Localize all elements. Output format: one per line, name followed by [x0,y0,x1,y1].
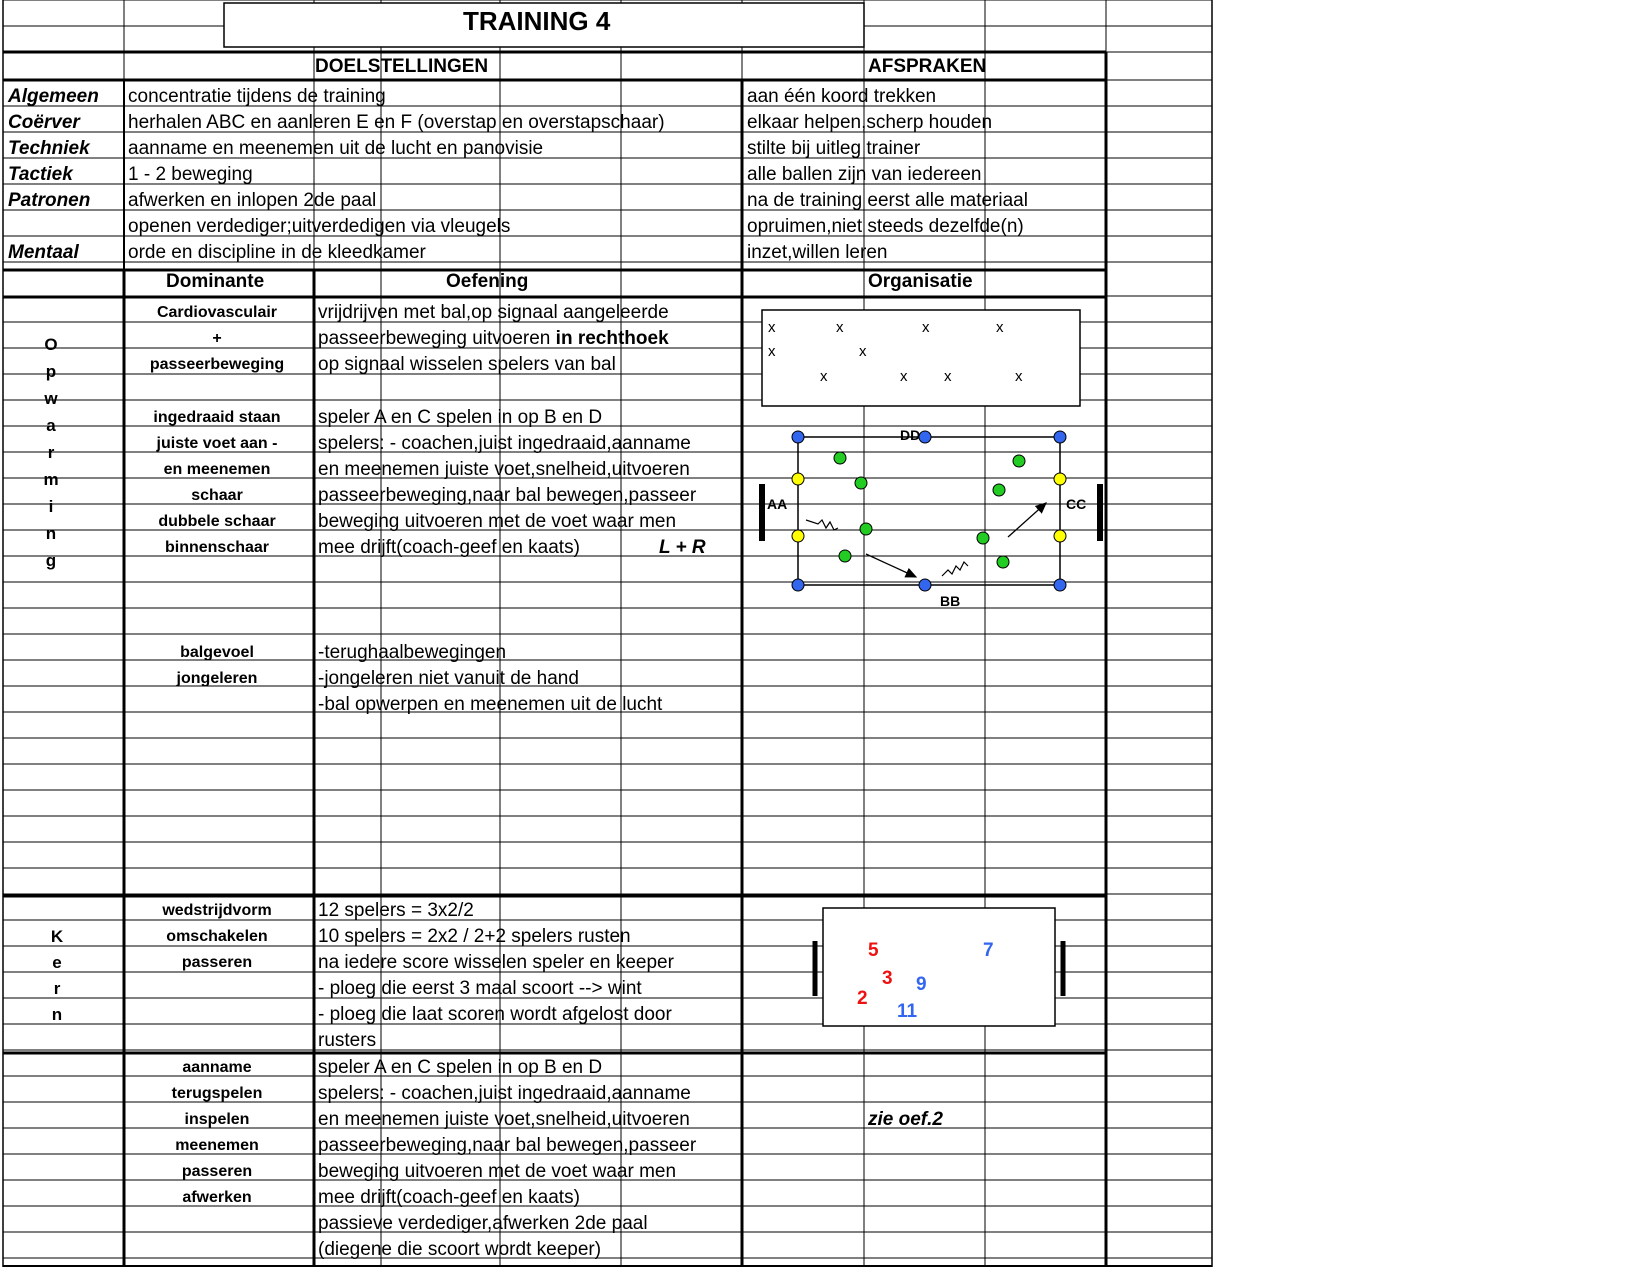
dominante-item: binnenschaar [164,539,270,556]
vertical-letter: m [43,470,59,489]
oefening-bold-text: in rechthoek [555,328,669,349]
objective-text: aanname en meenemen uit de lucht en panovisie [128,138,544,159]
oefening-line: beweging uitvoeren met de voet waar men [318,511,677,532]
header-oefening: Oefening [446,271,529,292]
dominante-item: afwerken [182,1189,252,1206]
oefening-line: - ploeg die eerst 3 maal scoort --> wint [318,978,642,999]
afspraak-text: aan één koord trekken [747,86,937,107]
dominante-item: Cardiovasculair [156,304,278,321]
player-mark: x [944,368,952,385]
left-right-note: L + R [659,537,706,558]
oefening-line: (diegene die scoort wordt keeper) [318,1239,602,1260]
afspraak-text: na de training eerst alle materiaal [747,190,1028,211]
dominante-item: schaar [191,487,243,504]
vertical-letter: a [46,416,56,435]
dominante-item: balgevoel [180,644,254,661]
vertical-letter: n [51,1005,63,1024]
oefening-line: passeerbeweging,naar bal bewegen,passeer [318,1135,697,1156]
vertical-letter: n [45,524,57,543]
oefening-line: 12 spelers = 3x2/2 [318,900,474,921]
oefening-line: -jongeleren niet vanuit de hand [318,668,579,689]
red-player-number: 2 [857,988,868,1009]
player-mark: x [996,319,1004,336]
label-dd: DD [900,427,921,443]
afspraak-text: stilte bij uitleg trainer [747,138,921,159]
page-title: TRAINING 4 [463,6,611,36]
objective-label: Mentaal [8,242,79,263]
oefening-line: mee drijft(coach-geef en kaats) [318,1187,580,1208]
blue-player-number: 9 [916,974,927,995]
blue-player-number: 7 [983,940,994,961]
oefening-line: vrijdrijven met bal,op signaal aangeleerde [318,302,669,323]
header-doelstellingen: DOELSTELLINGEN [315,56,489,77]
dominante-item: meenemen [175,1137,259,1154]
afspraak-text: inzet,willen leren [747,242,888,263]
dominante-item: passeren [181,1163,253,1180]
vertical-letter: r [53,979,61,998]
player-mark: x [768,343,776,360]
dominante-item: wedstrijdvorm [162,902,272,919]
oefening-line: spelers: - coachen,juist ingedraaid,aanname [318,433,691,454]
player-mark: x [836,319,844,336]
label-cc: CC [1066,496,1087,512]
dominante-item: jongeleren [176,670,258,687]
label-bb: BB [940,593,961,609]
objective-text: afwerken en inlopen 2de paal [128,190,377,211]
oefening-line: 10 spelers = 2x2 / 2+2 spelers rusten [318,926,631,947]
objective-text: 1 - 2 beweging [128,164,253,185]
oefening-line: na iedere score wisselen speler en keeper [318,952,674,973]
afspraak-text: opruimen,niet steeds dezelfde(n) [747,216,1024,237]
oefening-line: rusters [318,1030,377,1051]
player-mark: x [900,368,908,385]
oefening-line: - ploeg die laat scoren wordt afgelost door [318,1004,672,1025]
vertical-letter: g [45,551,57,570]
vertical-letter: w [44,389,58,408]
afspraak-text: elkaar helpen,scherp houden [747,112,993,133]
oefening-line: speler A en C spelen in op B en D [318,407,603,428]
vertical-letter: r [47,443,55,462]
blue-player-number: 11 [897,1001,918,1022]
dominante-item: omschakelen [166,928,268,945]
objective-label: Patronen [8,190,91,211]
dominante-item: inspelen [184,1111,250,1128]
oefening-line: -terughaalbewegingen [318,642,507,663]
oefening-line: passieve verdediger,afwerken 2de paal [318,1213,648,1234]
objective-text: openen verdediger;uitverdedigen via vleugels [128,216,511,237]
vertical-letter: i [48,497,54,516]
objective-text: orde en discipline in de kleedkamer [128,242,426,263]
player-mark: x [859,343,867,360]
objective-label: Coërver [8,112,80,133]
label-aa: AA [767,496,788,512]
see-exercise-note: zie oef.2 [868,1109,943,1130]
red-player-number: 3 [882,968,893,989]
afspraak-text: alle ballen zijn van iedereen [747,164,982,185]
dominante-item: + [212,330,222,347]
vertical-letter: O [44,335,58,354]
header-organisatie: Organisatie [868,271,973,292]
objective-text: concentratie tijdens de training [128,86,386,107]
vertical-letter: K [50,927,64,946]
oefening-line: spelers: - coachen,juist ingedraaid,aanname [318,1083,691,1104]
dominante-item: terugspelen [171,1085,263,1102]
dominante-item: passeerbeweging [149,356,285,373]
player-mark: x [922,319,930,336]
objective-text: herhalen ABC en aanleren E en F (overstap en overstapschaar) [128,112,665,133]
oefening-line: speler A en C spelen in op B en D [318,1057,603,1078]
oefening-line: mee drijft(coach-geef en kaats) [318,537,580,558]
dominante-item: dubbele schaar [158,513,276,530]
oefening-line: en meenemen juiste voet,snelheid,uitvoeren [318,1109,690,1130]
dominante-item: passeren [181,954,253,971]
oefening-line: passeerbeweging,naar bal bewegen,passeer [318,485,697,506]
dominante-item: aanname [182,1059,252,1076]
objective-label: Techniek [8,138,90,159]
dominante-item: juiste voet aan - [156,435,278,452]
objective-label: Tactiek [8,164,73,185]
vertical-letter: e [52,953,62,972]
player-mark: x [768,319,776,336]
oefening-line: -bal opwerpen en meenemen uit de lucht [318,694,663,715]
oefening-text: passeerbeweging uitvoeren [318,328,556,349]
vertical-letter: p [45,362,57,381]
player-mark: x [820,368,828,385]
red-player-number: 5 [868,940,879,961]
oefening-line: op signaal wisselen spelers van bal [318,354,616,375]
objective-label: Algemeen [8,86,99,107]
dominante-item: en meenemen [163,461,271,478]
oefening-line: beweging uitvoeren met de voet waar men [318,1161,677,1182]
oefening-line: en meenemen juiste voet,snelheid,uitvoeren [318,459,690,480]
header-dominante: Dominante [166,271,265,292]
player-mark: x [1015,368,1023,385]
dominante-item: ingedraaid staan [153,409,281,426]
header-afspraken: AFSPRAKEN [868,56,987,77]
